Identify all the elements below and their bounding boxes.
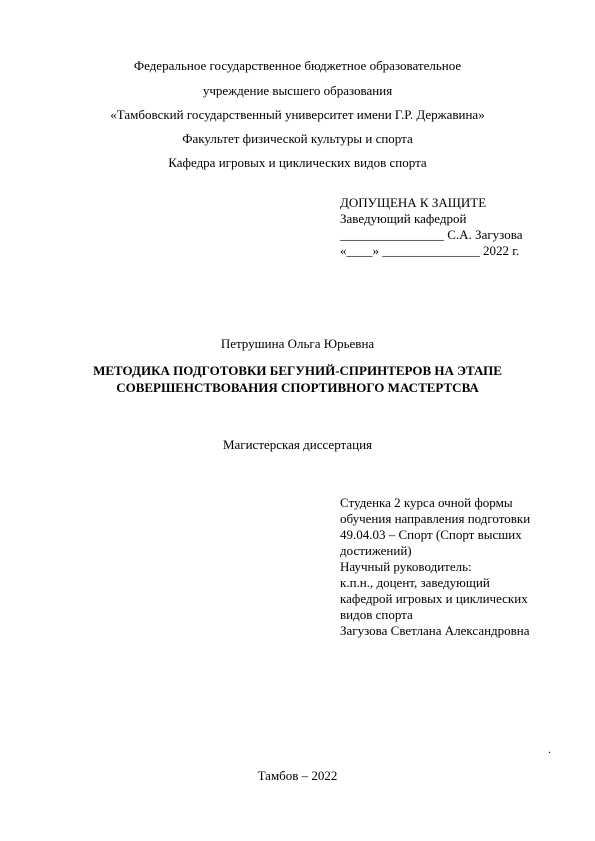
- supervisor-label: Научный руководитель:: [340, 559, 472, 574]
- supervisor-name: Загузова Светлана Александровна: [340, 623, 530, 638]
- city-year-footer: Тамбов – 2022: [257, 768, 338, 783]
- header-line-institution-type: учреждение высшего образования: [202, 83, 393, 98]
- thesis-title-line-1: МЕТОДИКА ПОДГОТОВКИ БЕГУНИЙ-СПРИНТЕРОВ НА ЭТАПЕ: [93, 363, 502, 378]
- header-line-faculty: Факультет физической культуры и спорта: [182, 131, 413, 146]
- student-info-line: Студенка 2 курса очной формы: [340, 495, 513, 510]
- supervisor-info-line: к.п.н., доцент, заведующий: [340, 575, 490, 590]
- student-info-line: 49.04.03 – Спорт (Спорт высших: [340, 527, 522, 542]
- stray-dot: .: [548, 742, 551, 756]
- approval-signature-line: ________________ С.А. Загузова: [340, 227, 523, 242]
- header-line-federal: Федеральное государственное бюджетное образовательное: [133, 58, 462, 73]
- thesis-title-line-2: СОВЕРШЕНСТВОВАНИЯ СПОРТИВНОГО МАСТЕРТСВА: [116, 380, 479, 395]
- work-type: Магистерская диссертация: [222, 437, 373, 452]
- supervisor-info-line: кафедрой игровых и циклических: [340, 591, 528, 606]
- thesis-title: [0, 362, 595, 396]
- student-info-line: достижений): [340, 543, 412, 558]
- student-info-block: [340, 495, 555, 639]
- header-line-department: Кафедра игровых и циклических видов спорта: [168, 155, 427, 170]
- header-line-university: «Тамбовский государственный университет имени Г.Р. Державина»: [110, 107, 485, 122]
- student-info-line: обучения направления подготовки: [340, 511, 531, 526]
- approval-position: Заведующий кафедрой: [340, 211, 467, 226]
- approval-date-line: «____» _______________ 2022 г.: [340, 243, 520, 258]
- approval-heading: ДОПУЩЕНА К ЗАЩИТЕ: [340, 195, 487, 210]
- supervisor-info-line: видов спорта: [340, 607, 413, 622]
- approval-block: [340, 195, 522, 259]
- author-name: Петрушина Ольга Юрьевна: [220, 336, 375, 351]
